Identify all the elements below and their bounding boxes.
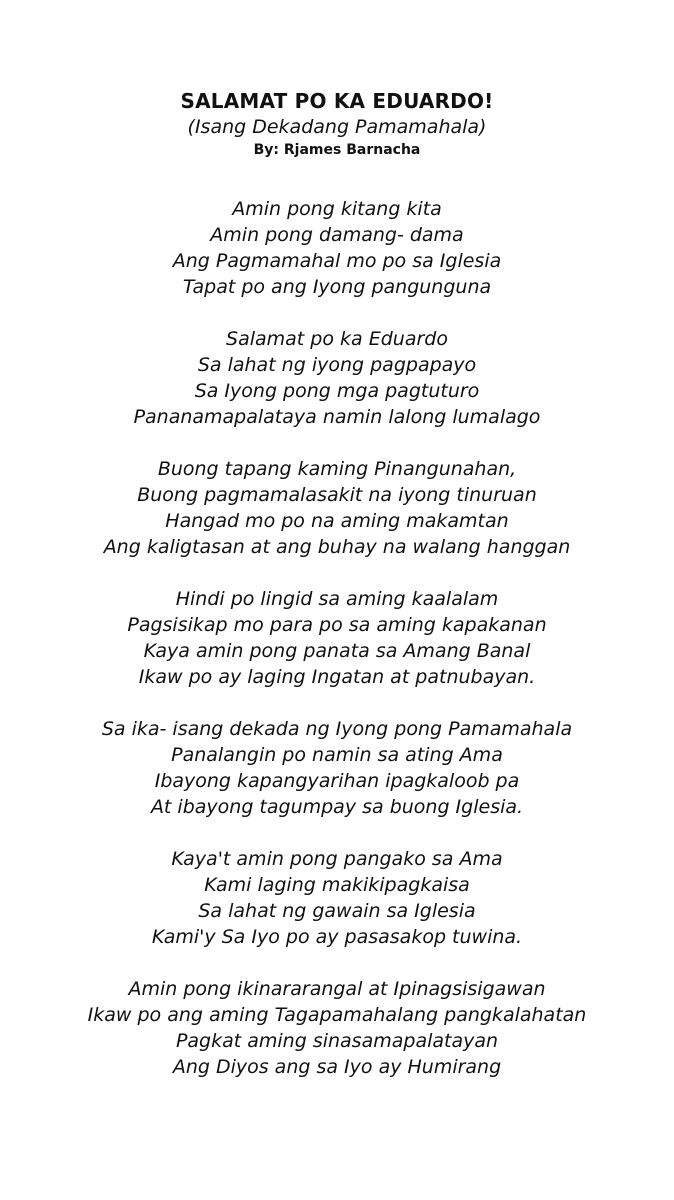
- poem-line: Ang Diyos ang sa Iyo ay Humirang: [172, 1056, 502, 1078]
- stanza-7: [0, 976, 674, 1080]
- poem-body: [0, 196, 674, 1106]
- poem-line: Amin pong kitang kita: [232, 198, 442, 220]
- poem-line: Sa lahat ng iyong pagpapayo: [197, 354, 477, 376]
- poem-line: Kami laging makikipagkaisa: [204, 874, 470, 896]
- poem-line: Kaya amin pong panata sa Amang Banal: [143, 640, 531, 662]
- stanza-5: [0, 716, 674, 820]
- poem-line: Amin pong ikinararangal at Ipinagsisigawan: [128, 978, 546, 1000]
- poem-line: Kaya't amin pong pangako sa Ama: [171, 848, 503, 870]
- poem-line: Hangad mo po na aming makamtan: [165, 510, 509, 532]
- poem-line: Ibayong kapangyarihan ipagkaloob pa: [154, 770, 520, 792]
- poem-line: Tapat po ang Iyong pangunguna: [182, 276, 492, 298]
- poem-line: Pagsisikap mo para po sa aming kapakanan: [127, 614, 547, 636]
- poem-subtitle: (Isang Dekadang Pamamahala): [187, 116, 487, 138]
- poem-line: Salamat po ka Eduardo: [226, 328, 448, 350]
- stanza-3: [0, 456, 674, 560]
- poem-line: Ang kaligtasan at ang buhay na walang hanggan: [103, 536, 571, 558]
- stanza-2: [0, 326, 674, 430]
- poem-line: Pananamapalataya namin lalong lumalago: [133, 406, 541, 428]
- poem-line: At ibayong tagumpay sa buong Iglesia.: [150, 796, 524, 818]
- poem-line: Ikaw po ang aming Tagapamahalang pangkalahatan: [87, 1004, 587, 1026]
- poem-line: Panalangin po namin sa ating Ama: [171, 744, 503, 766]
- poem-line: Sa lahat ng gawain sa Iglesia: [198, 900, 476, 922]
- poem-line: Pagkat aming sinasamapalatayan: [175, 1030, 499, 1052]
- poem-line: Buong pagmamalasakit na iyong tinuruan: [137, 484, 537, 506]
- author-byline: By: Rjames Barnacha: [253, 142, 421, 158]
- poem-line: Sa Iyong pong mga pagtuturo: [194, 380, 480, 402]
- poem-header: [0, 88, 674, 160]
- poem-line: Buong tapang kaming Pinangunahan,: [157, 458, 517, 480]
- poem-line: Kami'y Sa Iyo po ay pasasakop tuwina.: [151, 926, 523, 948]
- poem-line: Ang Pagmamahal mo po sa Iglesia: [172, 250, 502, 272]
- stanza-4: [0, 586, 674, 690]
- poem-line: Hindi po lingid sa aming kaalalam: [175, 588, 499, 610]
- stanza-1: [0, 196, 674, 300]
- stanza-6: [0, 846, 674, 950]
- poem-line: Amin pong damang- dama: [210, 224, 464, 246]
- poem-line: Sa ika- isang dekada ng Iyong pong Pamamahala: [101, 718, 573, 740]
- poem-line: Ikaw po ay laging Ingatan at patnubayan.: [138, 666, 536, 688]
- poem-title: SALAMAT PO KA EDUARDO!: [180, 89, 494, 113]
